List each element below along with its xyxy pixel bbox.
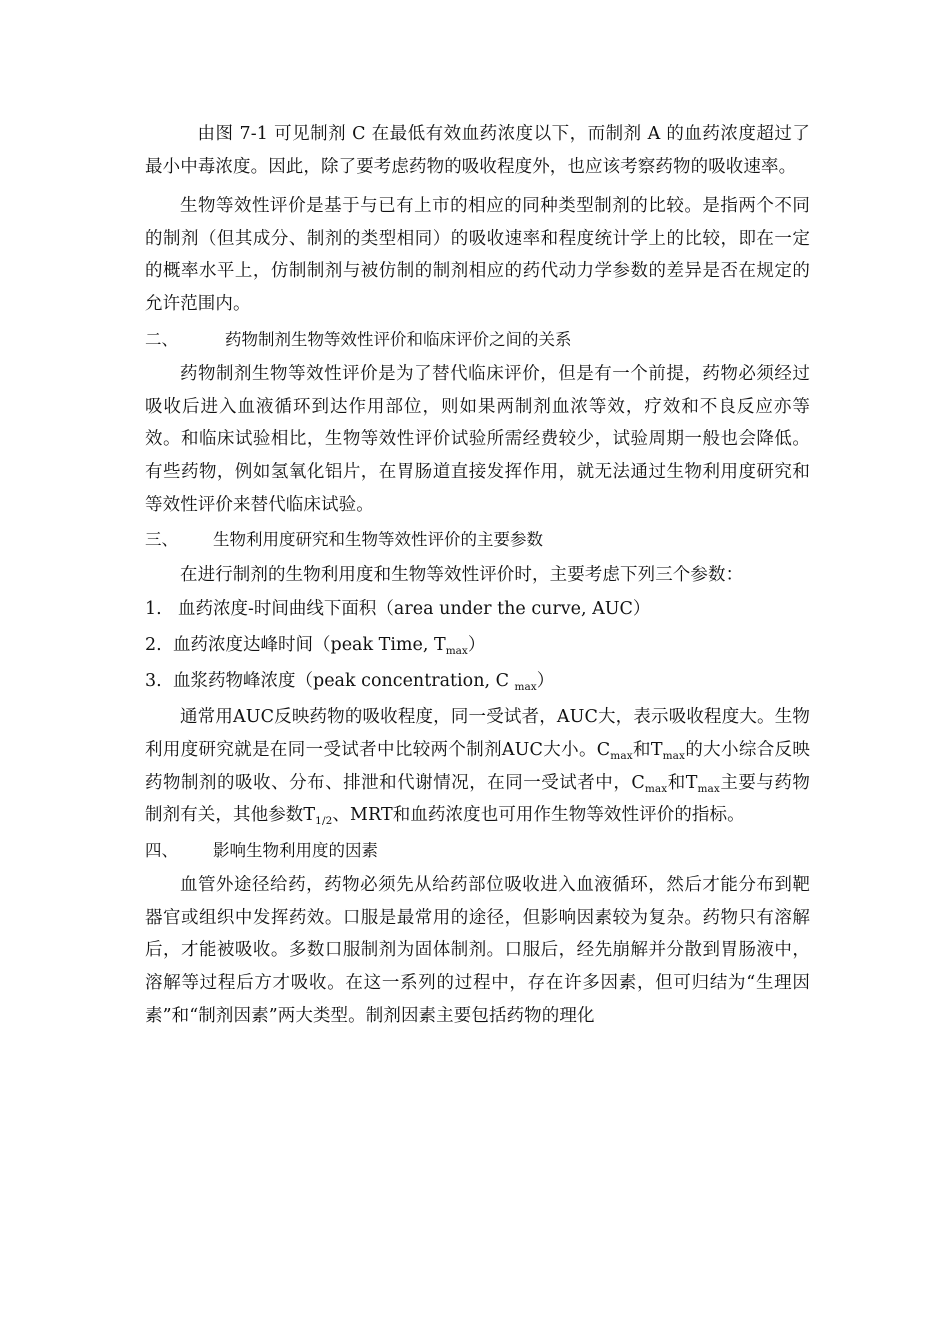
text-run: 、MRT和血药浓度也可用作生物等效性评价的指标。 [332,805,745,826]
text-run: 和T [667,772,698,793]
paragraph-parameters-intro: 在进行制剂的生物利用度和生物等效性评价时，主要考虑下列三个参数： [180,564,744,585]
section-title: 影响生物利用度的因素 [213,840,378,860]
section-heading-2 [145,324,810,357]
list-text: 血药浓度-时间曲线下面积（area under the curve, AUC） [178,599,651,620]
section-title: 生物利用度研究和生物等效性评价的主要参数 [213,530,543,550]
list-text: 血药浓度达峰时间（peak Time, T [173,635,446,656]
list-text: 血浆药物峰浓度（peak concentration, C [173,671,515,692]
text-run: 主要与药物制剂有关，其他参数T [145,772,810,826]
list-number: 1. [145,599,162,620]
section-heading-3 [145,524,810,557]
subscript: max [610,749,633,762]
document-page [145,118,810,1032]
list-number: 3. [145,671,162,692]
section-number: 三、 [145,530,178,550]
list-item-cmax [145,665,810,697]
list-item-auc [145,593,810,625]
text-run: 和T [632,739,663,760]
list-item-tmax [145,629,810,661]
paragraph-parameter-meaning [145,701,810,831]
paragraph-clinical-relation: 药物制剂生物等效性评价是为了替代临床评价，但是有一个前提，药物必须经过吸收后进入血液循环到达作用部位，则如果两制剂血浓等效，疗效和不良反应亦等效。和临床试验相比，生物等效性评价试验所需经费较少，试验周期一般也会降低。有些药物，例如氢氧化铝片，在胃肠道直接发挥作用，就无法通过生物利用度研究和等效性评价来替代临床试验。 [145,364,810,515]
section-heading-4 [145,835,810,868]
section-number: 二、 [145,329,178,349]
paragraph-absorption-rate: 由图 7-1 可见制剂 C 在最低有效血药浓度以下，而制剂 A 的血药浓度超过了最小中毒浓度。因此，除了要考虑药物的吸收程度外，也应该考察药物的吸收速率。 [145,124,810,177]
text-run: 的大小综合反映药物制剂的吸收、分布、排泄和代谢情况，在同一受试者中，C [145,739,811,793]
subscript: max [697,782,720,795]
subscript: max [662,749,686,762]
text-run: 通常用AUC反映药物的吸收程度，同一受试者，AUC大，表示吸收程度大。生物利用度研究就是在同一受试者中比较两个制剂AUC大小。C [145,707,810,760]
section-number: 四、 [145,840,178,860]
section-title: 药物制剂生物等效性评价和临床评价之间的关系 [225,329,572,349]
subscript: max [514,681,537,694]
list-number: 2. [145,635,162,656]
paragraph-bioequivalence-definition: 生物等效性评价是基于与已有上市的相应的同种类型制剂的比较。是指两个不同的制剂（但其成分、制剂的类型相同）的吸收速率和程度统计学上的比较，即在一定的概率水平上，仿制制剂与被仿制的制剂相应的药代动力学参数的差异是否在规定的允许范围内。 [145,196,810,314]
subscript: 1/2 [315,815,333,828]
paragraph-influencing-factors: 血管外途径给药，药物必须先从给药部位吸收进入血液循环，然后才能分布到靶器官或组织中发挥药效。口服是最常用的途径，但影响因素较为复杂。药物只有溶解后，才能被吸收。多数口服制剂为固体制剂。口服后，经先崩解并分散到胃肠液中，溶解等过程后方才吸收。在这一系列的过程中，存在许多因素，但可归结为“生理因素”和“制剂因素”两大类型。制剂因素主要包括药物的理化 [145,875,810,1026]
subscript: max [644,782,668,795]
list-text-tail: ） [467,635,486,656]
list-text-tail: ） [536,671,555,692]
subscript: max [445,645,468,658]
